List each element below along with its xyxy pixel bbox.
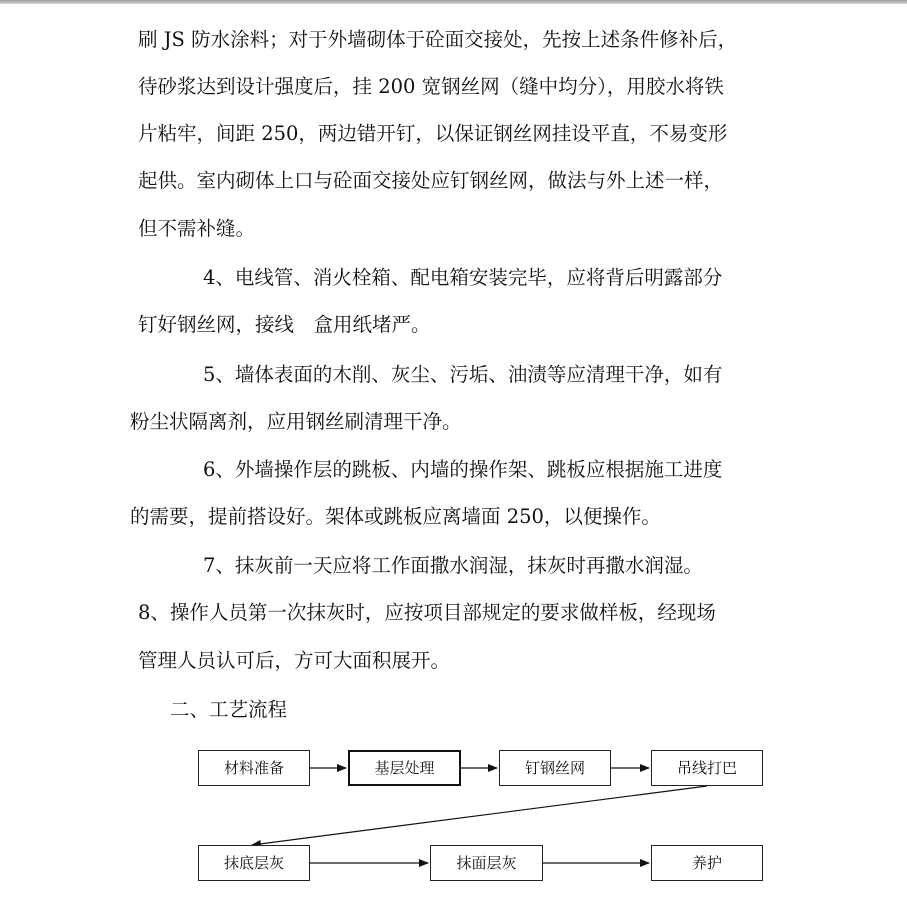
paragraph-line: 5、墙体表面的木削、灰尘、污垢、油渍等应清理干净，如有 — [203, 363, 723, 386]
paragraph-line: 起供。室内砌体上口与砼面交接处应钉钢丝网，做法与外上述一样， — [138, 169, 724, 192]
flow-step-finish-coat: 抹面层灰 — [430, 845, 543, 881]
flow-step-curing: 养护 — [651, 845, 763, 881]
paragraph-line: 刷 JS 防水涂料；对于外墙砌体于砼面交接处，先按上述条件修补后， — [138, 28, 738, 51]
flow-arrow — [252, 786, 707, 845]
flow-step-base-treatment: 基层处理 — [348, 750, 461, 786]
paragraph-line: 4、电线管、消火栓箱、配电箱安装完毕，应将背后明露部分 — [203, 266, 723, 289]
paragraph-line: 片粘牢，间距 250，两边错开钉，以保证钢丝网挂设平直，不易变形 — [138, 122, 728, 145]
section-heading: 二、工艺流程 — [170, 698, 288, 721]
flow-step-plumb-marking: 吊线打巴 — [651, 750, 763, 786]
flow-step-material-prep: 材料准备 — [198, 750, 310, 786]
paragraph-line: 钉好钢丝网，接线 盒用纸堵严。 — [138, 313, 431, 336]
paragraph-line: 待砂浆达到设计强度后，挂 200 宽钢丝网（缝中均分），用胶水将铁 — [138, 75, 724, 98]
paragraph-line: 但不需补缝。 — [138, 217, 256, 240]
paragraph-line: 7、抹灰前一天应将工作面撒水润湿，抹灰时再撒水润湿。 — [203, 554, 703, 577]
paragraph-line: 8、操作人员第一次抹灰时，应按项目部规定的要求做样板，经现场 — [138, 601, 716, 624]
paragraph-line: 管理人员认可后，方可大面积展开。 — [138, 649, 451, 672]
paragraph-line: 粉尘状隔离剂，应用钢丝刷清理干净。 — [130, 410, 462, 433]
flow-step-base-coat: 抹底层灰 — [198, 845, 310, 881]
paragraph-line: 6、外墙操作层的跳板、内墙的操作架、跳板应根据施工进度 — [203, 458, 723, 481]
paragraph-line: 的需要，提前搭设好。架体或跳板应离墙面 250，以便操作。 — [130, 505, 661, 528]
flow-step-nail-wire-mesh: 钉钢丝网 — [499, 750, 611, 786]
